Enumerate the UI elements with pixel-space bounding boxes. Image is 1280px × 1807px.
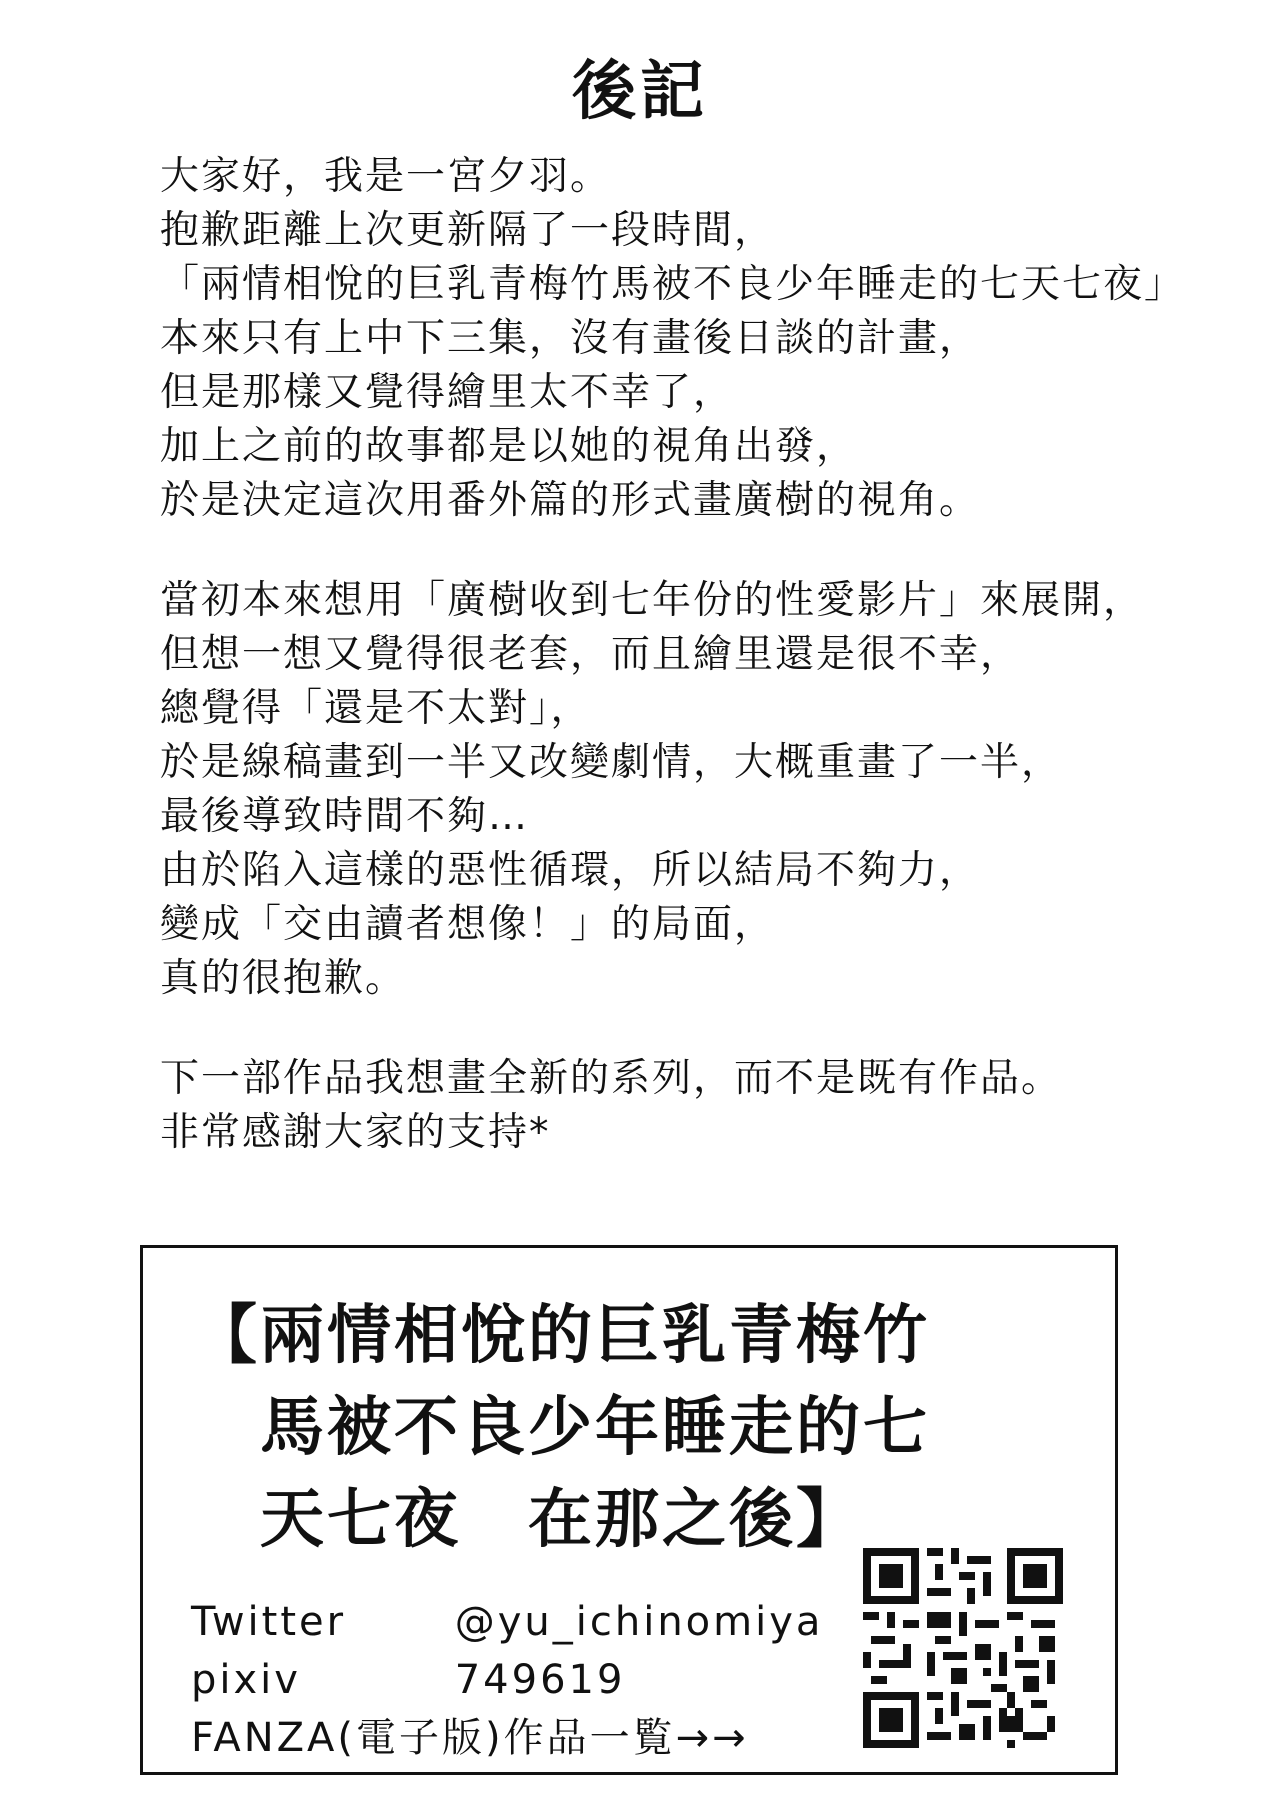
afterword-paragraph bbox=[160, 150, 1250, 528]
info-box bbox=[140, 1245, 1118, 1775]
text-line: 於是線稿畫到一半又改變劇情，大概重畫了一半， bbox=[160, 740, 1063, 785]
afterword-text bbox=[160, 150, 1250, 1160]
text-line: 最後導致時間不夠… bbox=[160, 794, 530, 839]
text-line: 非常感謝大家的支持* bbox=[160, 1110, 551, 1155]
text-line: 當初本來想用「廣樹收到七年份的性愛影片」來展開， bbox=[160, 578, 1145, 623]
afterword-paragraph bbox=[160, 1052, 1250, 1160]
twitter-link[interactable] bbox=[191, 1593, 823, 1651]
link-label: FANZA(電子版)作品一覧→→ bbox=[191, 1715, 749, 1761]
text-line: 但是那樣又覺得繪里太不幸了， bbox=[160, 370, 735, 415]
link-value: @yu_ichinomiya bbox=[454, 1599, 824, 1645]
link-label: pixiv bbox=[191, 1657, 301, 1703]
text-line: 「兩情相悅的巨乳青梅竹馬被不良少年睡走的七天七夜」 bbox=[160, 262, 1186, 307]
text-line: 於是決定這次用番外篇的形式畫廣樹的視角。 bbox=[160, 478, 981, 523]
link-label: Twitter bbox=[191, 1599, 347, 1645]
text-line: 總覺得「還是不太對」， bbox=[160, 686, 592, 731]
contact-links bbox=[191, 1593, 823, 1767]
text-line: 變成「交由讀者想像！」的局面， bbox=[160, 902, 776, 947]
qr-code-icon[interactable] bbox=[863, 1548, 1063, 1748]
text-line: 但想一想又覺得很老套，而且繪里還是很不幸， bbox=[160, 632, 1022, 677]
text-line: 抱歉距離上次更新隔了一段時間， bbox=[160, 208, 776, 253]
work-title-line: 馬被不良少年睡走的七 bbox=[193, 1391, 930, 1465]
text-line: 大家好，我是一宮夕羽。 bbox=[160, 154, 612, 199]
work-title-line: 【兩情相悅的巨乳青梅竹 bbox=[193, 1299, 930, 1373]
pixiv-link[interactable] bbox=[191, 1651, 823, 1709]
text-line: 真的很抱歉。 bbox=[160, 956, 407, 1001]
text-line: 由於陷入這樣的惡性循環，所以結局不夠力， bbox=[160, 848, 981, 893]
page-title: 後記 bbox=[572, 55, 708, 129]
paragraph-gap bbox=[160, 528, 1250, 574]
text-line: 本來只有上中下三集，沒有畫後日談的計畫， bbox=[160, 316, 981, 361]
paragraph-gap bbox=[160, 1006, 1250, 1052]
work-title-line: 天七夜 在那之後】 bbox=[193, 1483, 863, 1557]
link-value: 749619 bbox=[454, 1657, 626, 1703]
text-line: 下一部作品我想畫全新的系列，而不是既有作品。 bbox=[160, 1056, 1063, 1101]
fanza-link[interactable] bbox=[191, 1709, 823, 1767]
text-line: 加上之前的故事都是以她的視角出發， bbox=[160, 424, 858, 469]
afterword-paragraph bbox=[160, 574, 1250, 1006]
work-title bbox=[193, 1290, 1073, 1566]
